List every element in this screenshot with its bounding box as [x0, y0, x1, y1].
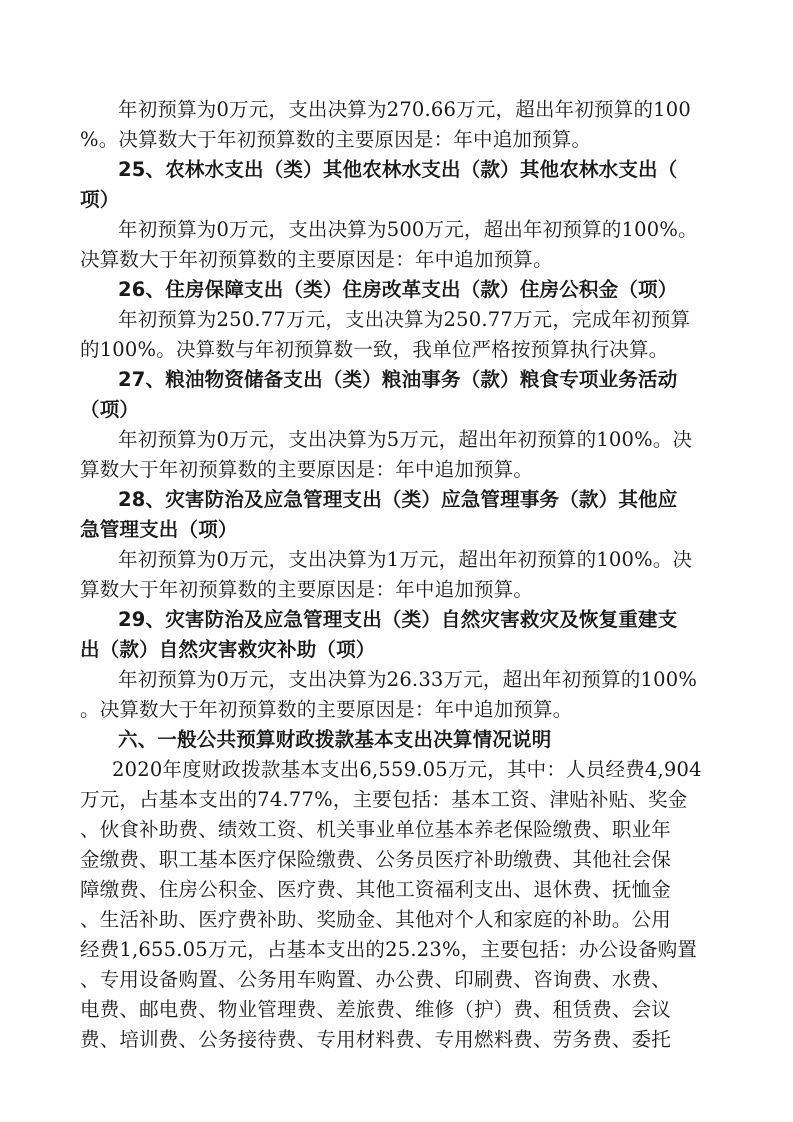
paragraph-line: 的100%。决算数与年初预算数一致，我单位严格按预算执行决算。 — [80, 338, 669, 361]
paragraph-line: %。决算数大于年初预算数的主要原因是：年中追加预算。 — [80, 128, 592, 151]
paragraph-line: 年初预算为0万元，支出决算为500万元，超出年初预算的100%。 — [118, 218, 698, 241]
paragraph-line: 年初预算为0万元，支出决算为26.33万元，超出年初预算的100% — [118, 668, 698, 691]
section-heading: 项） — [80, 188, 120, 211]
paragraph-line: 。决算数大于年初预算数的主要原因是：年中追加预算。 — [80, 698, 573, 721]
paragraph-line: 、专用设备购置、公务用车购置、办公费、印刷费、咨询费、水费、 — [80, 968, 672, 991]
paragraph-line: 电费、邮电费、物业管理费、差旅费、维修（护）费、租赁费、会议 — [80, 998, 672, 1021]
paragraph-line: 2020年度财政拨款基本支出6,559.05万元，其中：人员经费4,904 — [112, 758, 702, 781]
paragraph-line: 万元，占基本支出的74.77%，主要包括：基本工资、津贴补贴、奖金 — [80, 788, 688, 811]
section-heading: 29、灾害防治及应急管理支出（类）自然灾害救灾及恢复重建支 — [118, 608, 678, 631]
section-heading: 25、农林水支出（类）其他农林水支出（款）其他农林水支出（ — [118, 158, 678, 181]
section-heading: 27、粮油物资储备支出（类）粮油事务（款）粮食专项业务活动 — [118, 368, 678, 391]
section-heading: 26、住房保障支出（类）住房改革支出（款）住房公积金（项） — [118, 278, 678, 301]
section-heading: 出（款）自然灾害救灾补助（项） — [80, 638, 376, 661]
section-heading: 急管理支出（项） — [80, 518, 238, 541]
paragraph-line: 算数大于年初预算数的主要原因是：年中追加预算。 — [80, 458, 534, 481]
paragraph-line: 经费1,655.05万元，占基本支出的25.23%，主要包括：办公设备购置 — [80, 938, 698, 961]
paragraph-line: 决算数大于年初预算数的主要原因是：年中追加预算。 — [80, 248, 553, 271]
paragraph-line: 、伙食补助费、绩效工资、机关事业单位基本养老保险缴费、职业年 — [80, 818, 672, 841]
paragraph-line: 障缴费、住房公积金、医疗费、其他工资福利支出、退休费、抚恤金 — [80, 878, 672, 901]
section-heading: 六、一般公共预算财政拨款基本支出决算情况说明 — [118, 728, 552, 751]
paragraph-line: 算数大于年初预算数的主要原因是：年中追加预算。 — [80, 578, 534, 601]
paragraph-line: 年初预算为250.77万元，支出决算为250.77万元，完成年初预算 — [118, 308, 691, 331]
paragraph-line: 、生活补助、医疗费补助、奖励金、其他对个人和家庭的补助。公用 — [80, 908, 672, 931]
section-heading: （项） — [80, 398, 140, 421]
paragraph-line: 费、培训费、公务接待费、专用材料费、专用燃料费、劳务费、委托 — [80, 1028, 672, 1051]
paragraph-line: 金缴费、职工基本医疗保险缴费、公务员医疗补助缴费、其他社会保 — [80, 848, 672, 871]
paragraph-line: 年初预算为0万元，支出决算为5万元，超出年初预算的100%。决 — [118, 428, 693, 451]
paragraph-line: 年初预算为0万元，支出决算为1万元，超出年初预算的100%。决 — [118, 548, 693, 571]
section-heading: 28、灾害防治及应急管理支出（类）应急管理事务（款）其他应 — [118, 488, 678, 511]
paragraph-line: 年初预算为0万元，支出决算为270.66万元，超出年初预算的100 — [118, 98, 691, 121]
